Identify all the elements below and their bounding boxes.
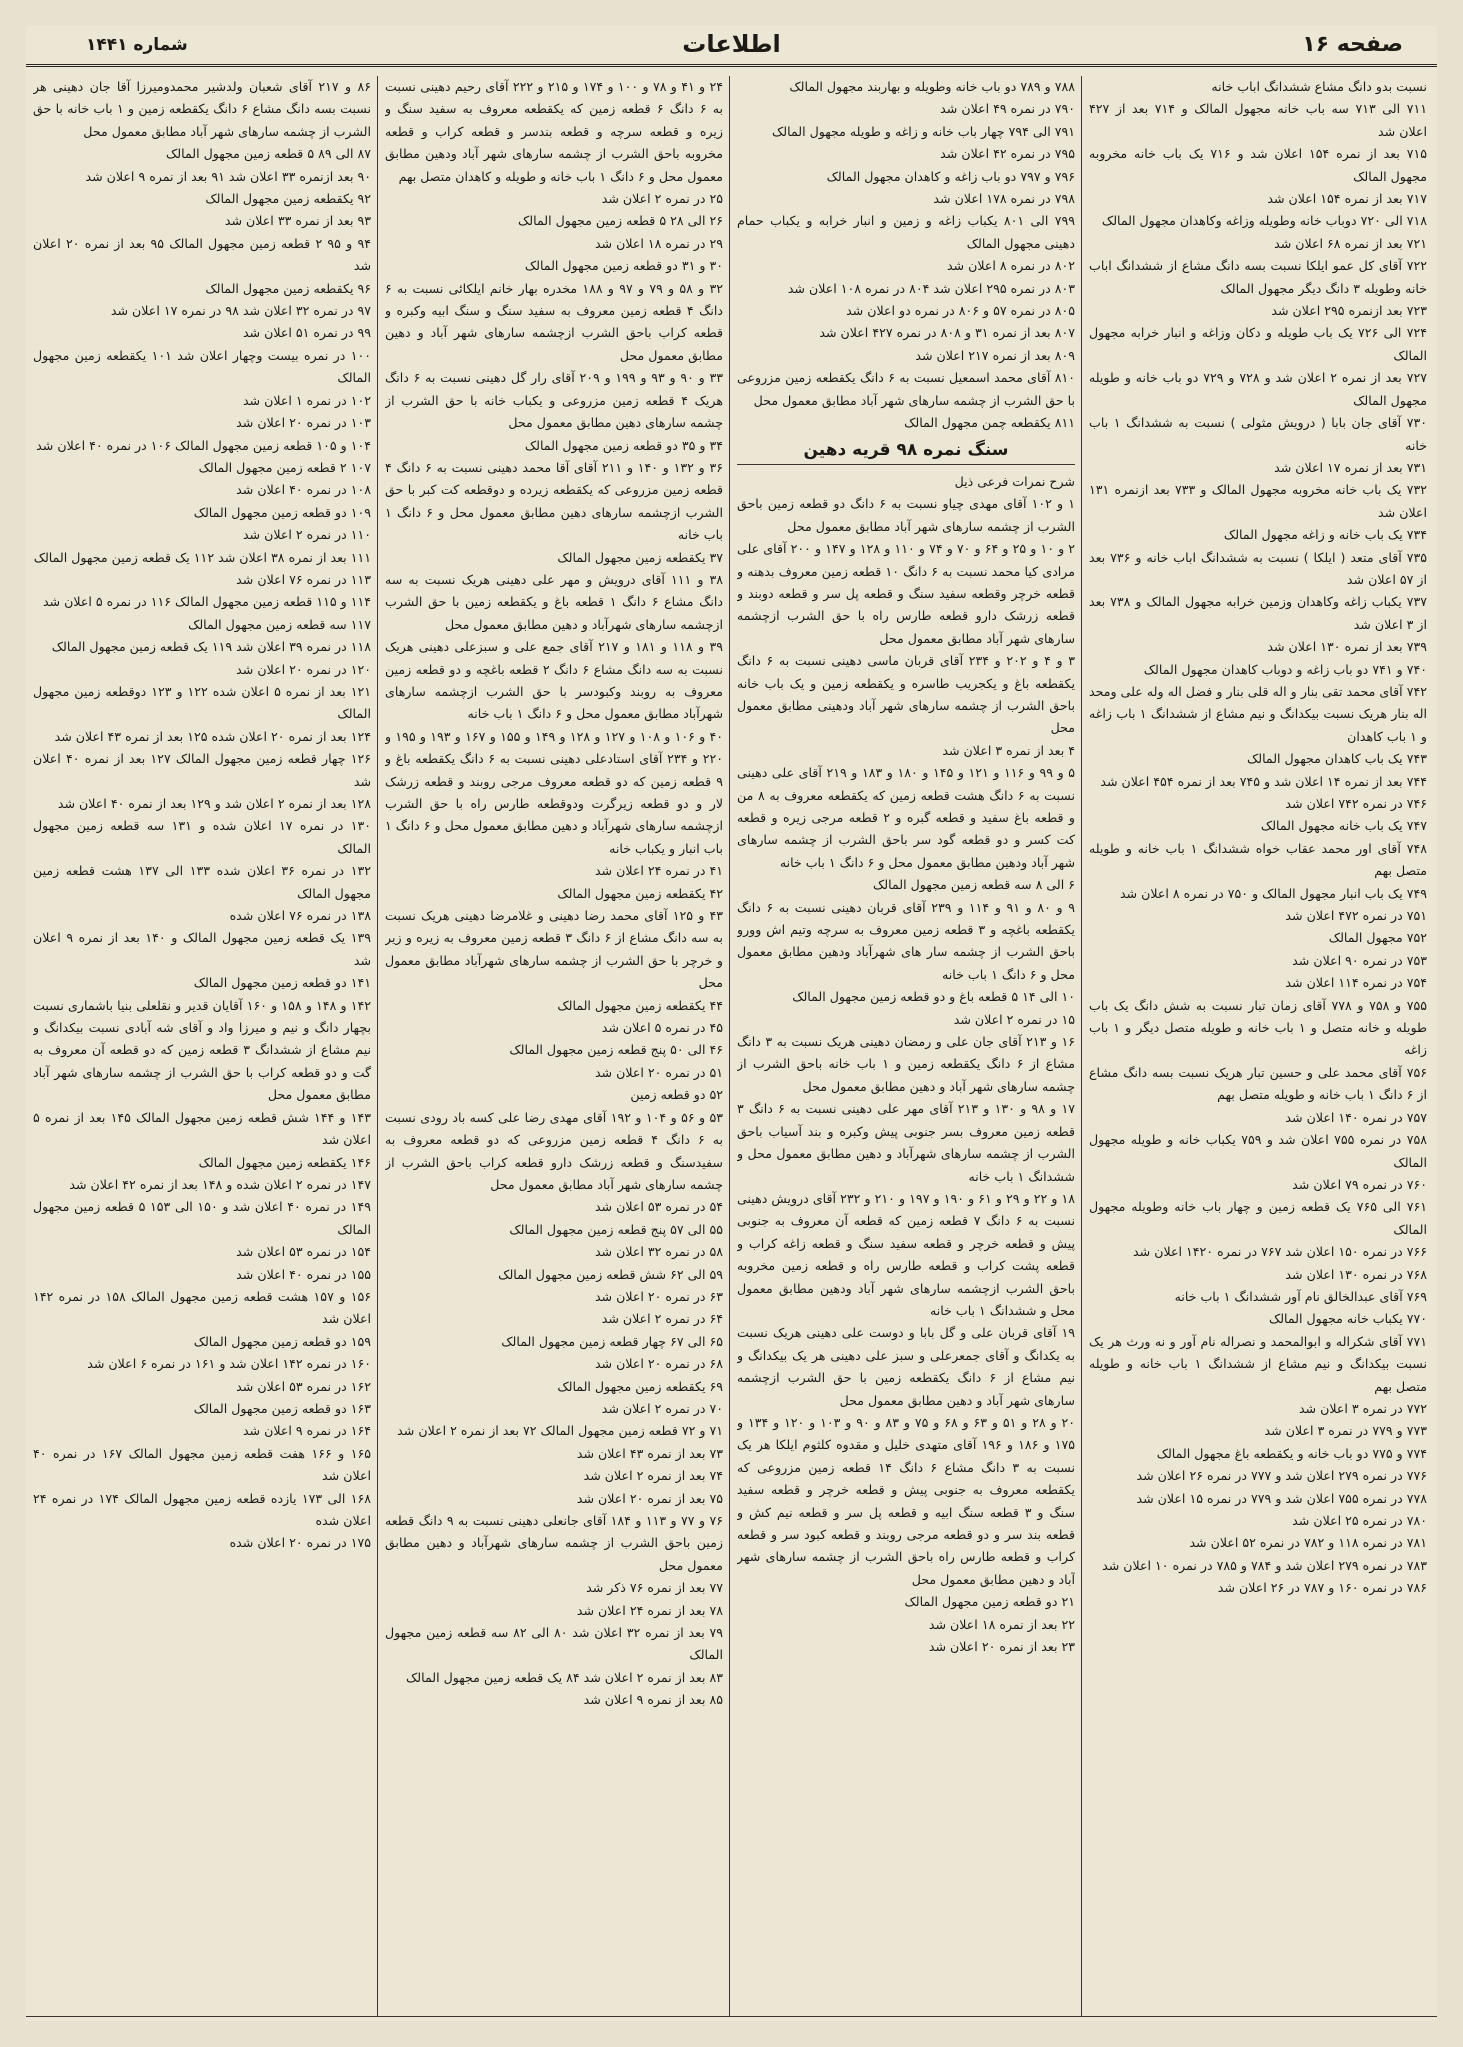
notice-entry: ۷۰ در نمره ۲ اعلان شد <box>601 1400 723 1416</box>
notice-entry: ۷۴ بعد از نمره ۲ اعلان شد <box>583 1468 723 1484</box>
notice-entry: ۵ و ۹۹ و ۱۱۶ و ۱۲۱ و ۱۴۵ و ۱۸۰ و ۱۸۳ و ۲۱۹ آقای علی دهینی نسبت به ۶ دانگ هشت قطعه زمین که یکقطعه معروف به ۸ من و قطعه باغ سفید و قطعه گبره و ۲ قطعه مرجی زیره و قطعه کت کسر و دو قطعه گود سر باحق الشرب از چشمه سارهای شهر آباد ودهین مطابق معمول محل و ۶ دانگ ۱ باب خانه <box>737 765 1075 870</box>
column-rule <box>1081 76 1082 2016</box>
notice-entry: ۹ و ۸۰ و ۹۱ و ۱۱۴ و ۲۳۹ آقای قربان دهینی نسبت به ۶ دانگ یکقطعه باغچه و ۳ قطعه زمین معروف به سرچه وتیم اش وورو باحق الشرب از چشمه سار های شهرآباد ودهین مطابق معمول محل و ۶ دانگ ۱ باب خانه <box>737 899 1075 982</box>
notice-entry: ۳ و ۴ و ۲۰۲ و ۲۳۴ آقای قربان ماسی دهینی نسبت به ۶ دانگ یکقطعه باغ و یکجریب طاسره و یکقطعه زمین و یک باب خانه باحق الشرب از چشمه سارهای شهر آباد ودهینی مطابق معمول محل <box>737 653 1075 736</box>
notice-entry: ۱۴۶ یکقطعه زمین مجهول المالک <box>198 1154 371 1170</box>
notice-entry: ۲۵ در نمره ۲ اعلان شد <box>601 191 723 207</box>
notice-entry: ۸۷ الی ۸۹ ۵ قطعه زمین مجهول المالک <box>166 146 371 162</box>
notice-entry: ۷۵۸ در نمره ۷۵۵ اعلان شد و ۷۵۹ یکباب خانه و طویله مجهول المالک <box>1089 1132 1427 1170</box>
notice-entry: ۷۲۷ بعد از نمره ۲ اعلان شد و ۷۲۸ و ۷۲۹ دو باب خانه و طویله مجهول المالک <box>1089 370 1427 408</box>
notice-entry: ۸۳ بعد از نمره ۲ اعلان شد ۸۴ یک قطعه زمین مجهول المالک <box>406 1669 723 1685</box>
notice-entry: ۵۲ دو قطعه زمین <box>630 1087 723 1103</box>
notice-entry: ۲۲ بعد از نمره ۱۸ اعلان شد <box>928 1616 1075 1632</box>
notice-entry: ۷۸۶ در نمره ۱۶۰ و ۷۸۷ در ۲۶ اعلان شد <box>1217 1580 1427 1596</box>
notice-entry: ۲ و ۱۰ و ۲۵ و ۶۴ و ۷۰ و ۷۴ و ۱۱۰ و ۱۲۸ و ۱۴۷ و ۲۰۰ آقای علی مرادی کیا محمد نسبت به ۶ دانگ ۱۰ قطعه زمین معروف بدهنه و قطعه خرچر وقطعه سفید سنگ و قطعه پل سر و قطعه دوبند و قطعه زرشک دارو قطعه طارس راه با حق الشرب ازچشمه سارهای شهر آباد مطابق معمول محل <box>737 541 1075 646</box>
notice-entry: ۷۳۰ آقای جان بابا ( درویش مثولی ) نسبت به ششدانگ ۱ باب خانه <box>1089 415 1427 453</box>
notice-entry: ۷۷۶ در نمره ۲۷۹ اعلان شد و ۷۷۷ در نمره ۲۶ اعلان شد <box>1136 1468 1427 1484</box>
notice-entry: ۱۱۷ سه قطعه زمین مجهول المالک <box>188 616 371 632</box>
notice-entry: ۱۲۴ بعد از نمره ۲۰ اعلان شده ۱۲۵ بعد از نمره ۴۳ اعلان شد <box>54 728 371 744</box>
notice-entry: ۴۴ یکقطعه زمین مجهول المالک <box>557 997 723 1013</box>
notice-entry: ۷۸۳ در نمره ۲۷۹ اعلان شد و ۷۸۴ و ۷۸۵ در نمره ۱۰ اعلان شد <box>1102 1557 1427 1573</box>
notice-entry: ۱۶۳ دو قطعه زمین مجهول المالک <box>193 1400 371 1416</box>
notice-entry: ۱۳۲ در نمره ۳۶ اعلان شده ۱۳۳ الی ۱۳۷ هشت قطعه زمین مجهول المالک <box>33 863 371 901</box>
notice-entry: ۷۹۶ و ۷۹۷ دو باب زاغه و کاهدان مجهول المالک <box>826 168 1075 184</box>
notice-entry: ۸۱۰ آقای محمد اسمعیل نسبت به ۶ دانگ یکقطعه زمین مزروعی با حق الشرب از چشمه سارهای شهر آباد مطابق معمول محل <box>737 370 1075 408</box>
notice-entry: ۷۲۳ بعد ازنمره ۲۹۵ اعلان شد <box>1271 303 1427 319</box>
notice-entry: ۷۳۲ یک باب خانه مخروبه مجهول المالک و ۷۳۳ بعد ازنمره ۱۳۱ اعلان شد <box>1089 482 1427 520</box>
notice-entry: ۷۳۱ بعد از نمره ۱۷ اعلان شد <box>1274 459 1427 475</box>
notice-entry: ۷۵۷ در نمره ۱۴۰ اعلان شد <box>1285 1109 1427 1125</box>
notice-entry: ۷۲۲ آقای کل عمو ایلکا نسبت بسه دانگ مشاع از ششدانگ اباب خانه وطویله ۳ دانگ دیگر مجهول المالک <box>1089 258 1427 296</box>
notice-entry: ۱۶۲ در نمره ۵۳ اعلان شد <box>236 1378 371 1394</box>
notice-entry: ۱۱۱ بعد از نمره ۳۸ اعلان شد ۱۱۲ یک قطعه زمین مجهول المالک <box>33 549 371 565</box>
notice-entry: ۷۸۸ و ۷۸۹ دو باب خانه وطویله و بهاربند مجهول المالک <box>789 79 1075 94</box>
notice-entry: ۷۳ بعد از نمره ۴۳ اعلان شد <box>576 1445 723 1461</box>
notice-entry: ۷۹۹ الی ۸۰۱ یکباب زاغه و زمین و انبار خرابه و یکباب حمام دهینی مجهول المالک <box>737 213 1075 251</box>
notice-entry: ۶ الی ۸ سه قطعه زمین مجهول المالک <box>873 877 1075 893</box>
notice-entry: ۱۰۴ و ۱۰۵ قطعه زمین مجهول المالک ۱۰۶ در نمره ۴۰ اعلان شد <box>36 437 371 453</box>
notice-entry: ۱۴۲ و ۱۴۸ و ۱۵۸ و ۱۶۰ آقایان قدیر و نقلعلی بنیا باشماری نسبت بچهار دانگ و نیم و میرزا واد و آقای شه آبادی نسبت بیکدانگ و نیم مشاع از ششدانگ ۳ قطعه زمین که دو قطعه آن معروف به گت و دو قطعه کراب با حق الشرب از چشمه سارهای شهر آباد مطابق معمول محل <box>33 997 371 1103</box>
notice-entry: ۷۴۷ یک باب خانه مجهول المالک <box>1260 818 1427 834</box>
notice-entry: ۷۸ بعد از نمره ۲۴ اعلان شد <box>576 1602 723 1618</box>
notice-entry: ۷۳۴ یک باب خانه و زاغه مجهول المالک <box>1223 527 1427 543</box>
column-2 <box>737 76 1075 2016</box>
columns-container <box>26 76 1437 2016</box>
section-heading: سنگ نمره ۹۸ قریه دهین <box>737 439 1075 465</box>
notice-entry: ۲۹ در نمره ۱۸ اعلان شد <box>594 235 723 251</box>
notice-entry: ۱۲۱ بعد از نمره ۵ اعلان شده ۱۲۲ و ۱۲۳ دوقطعه زمین مجهول المالک <box>33 683 371 722</box>
notice-entry: ۱۵۵ در نمره ۴۰ اعلان شد <box>236 1266 371 1282</box>
notice-entry: ۱۰۹ دو قطعه زمین مجهول المالک <box>193 504 371 520</box>
notice-entry: ۷۵۲ مجهول المالک <box>1328 930 1427 946</box>
notice-entry: ۳۶ و ۱۳۲ و ۱۴۰ و ۲۱۱ آقای آقا محمد دهینی نسبت به ۶ دانگ ۴ قطعه زمین مزروعی که یکقطعه زیرده و دوقطعه کت کبر با حق الشرب ازچشمه سارهای دهین مطابق معمول محل و ۶ دانگ ۱ باب خانه <box>385 459 723 543</box>
notice-entry: ۹۲ یکقطعه زمین مجهول المالک <box>205 191 371 207</box>
notice-entry: ۴۶ الی ۵۰ پنج قطعه زمین مجهول المالک <box>509 1042 723 1058</box>
notice-entry: ۳۸ و ۱۱۱ آقای درویش و مهر علی دهینی هریک نسبت به سه دانگ مشاع ۶ دانگ ۱ قطعه باغ و یکقطعه زمین با حق الشرب ازچشمه سارهای شهرآباد و دهین مطابق معمول محل <box>385 571 723 632</box>
notice-entry: ۶۵ الی ۶۷ چهار قطعه زمین مجهول المالک <box>501 1333 723 1349</box>
notice-entry: ۱۷ و ۹۸ و ۱۳۰ و ۲۱۳ آقای مهر علی دهینی نسبت به ۶ دانگ ۳ قطعه زمین معروف بسر جنوبی پیش وکبره و بند آسیاب باحق الشرب از چشمه سارهای شهرآباد و دهین مطابق معمول محل و ششدانگ ۱ باب خانه <box>737 1101 1075 1184</box>
notice-entry: ۱۲۶ چهار قطعه زمین مجهول المالک ۱۲۷ بعد از نمره ۴۰ اعلان شد <box>33 751 371 789</box>
notice-entry: ۸۰۲ در نمره ۸ اعلان شد <box>946 258 1075 274</box>
notice-entry: ۷۵ بعد از نمره ۲۰ اعلان شد <box>576 1490 723 1506</box>
notice-entry: ۷۴۰ و ۷۴۱ دو باب زاغه و دوباب کاهدان مجهول المالک <box>1143 661 1427 677</box>
notice-entry: ۷۲۴ الی ۷۲۶ یک باب طویله و دکان وزاغه و انبار خرابه مجهول المالک <box>1089 325 1427 363</box>
notice-entry: ۱۶۰ در نمره ۱۴۲ اعلان شد و ۱۶۱ در نمره ۶ اعلان شد <box>87 1356 371 1372</box>
notice-entry: ۱۷۵ در نمره ۲۰ اعلان شده <box>229 1535 371 1551</box>
notice-entry: ۷۳۹ بعد از نمره ۱۳۰ اعلان شد <box>1267 639 1427 655</box>
notice-entry: ۱۵۶ و ۱۵۷ هشت قطعه زمین مجهول المالک ۱۵۸ در نمره ۱۴۲ اعلان شد <box>33 1288 371 1327</box>
notice-entry: ۸۵ بعد از نمره ۹ اعلان شد <box>583 1692 723 1708</box>
notice-entry: ۷۱۷ بعد از نمره ۱۵۴ اعلان شد <box>1267 191 1427 207</box>
notice-entry: ۹۷ در نمره ۳۲ اعلان شد ۹۸ در نمره ۱۷ اعلان شد <box>110 303 371 319</box>
notice-entry: ۶۳ در نمره ۲۰ اعلان شد <box>594 1288 723 1304</box>
notice-entry: ۷۳۵ آقای متعد ( ایلکا ) نسبت به ششدانگ اباب خانه و ۷۳۶ بعد از ۵۷ اعلان شد <box>1089 549 1427 587</box>
notice-entry: ۱۰۸ در نمره ۴۰ اعلان شد <box>236 482 371 498</box>
column-1 <box>1089 76 1427 2016</box>
notice-entry: ۱۶ و ۲۱۳ آقای جان علی و رمضان دهینی هریک نسبت به ۳ دانگ مشاع از ۶ دانگ یکقطعه زمین و ۱ باب خانه باحق الشرب از چشمه سارهای شهر آباد و دهین مطابق معمول محل <box>737 1034 1075 1094</box>
notice-entry: ۳۲ و ۵۸ و ۷۹ و ۹۷ و ۱۸۸ مخدره بهار خانم ایلکائی نسبت به ۶ دانگ ۴ قطعه زمین معروف به سفید سنگ و سنگ ابیه وکبره و قطعه کراب باحق الشرب ازچشمه سارهای شهر آباد و دهین مطابق معمول محل <box>385 280 723 363</box>
notice-entry: ۷۱۱ الی ۷۱۳ سه باب خانه مجهول المالک و ۷۱۴ بعد از ۴۲۷ اعلان شد <box>1089 101 1427 139</box>
notice-entry: ۷۲۱ بعد از نمره ۶۸ اعلان شد <box>1274 235 1427 251</box>
notice-entry: ۸۰۹ بعد از نمره ۲۱۷ اعلان شد <box>915 347 1075 363</box>
notice-entry: شرح نمرات فرعی ذیل <box>954 473 1075 489</box>
notice-entry: ۷۸۱ در نمره ۱۱۸ و ۷۸۲ در نمره ۵۲ اعلان شد <box>1189 1535 1427 1551</box>
newspaper-title: اطلاعات <box>682 30 781 58</box>
notice-entry: ۴۱ در نمره ۲۴ اعلان شد <box>594 863 723 879</box>
notice-entry: ۱۶۸ الی ۱۷۳ یازده قطعه زمین مجهول المالک ۱۷۴ در نمره ۲۴ اعلان شده <box>33 1490 371 1528</box>
notice-entry: ۷۵۴ در نمره ۱۱۴ اعلان شد <box>1285 975 1427 991</box>
notice-entry: ۲۶ الی ۲۸ ۵ قطعه زمین مجهول المالک <box>518 213 723 229</box>
notice-entry: ۸۰۵ در نمره ۵۷ و ۸۰۶ در نمره دو اعلان شد <box>846 303 1075 319</box>
notice-entry: ۷۶ و ۷۷ و ۱۱۳ و ۱۸۴ آقای جانعلی دهینی نسبت به ۹ دانگ قطعه زمین باحق الشرب از چشمه سارهای شهرآباد و دهین مطابق معمول محل <box>385 1513 723 1573</box>
notice-entry: ۱۴۷ در نمره ۲ اعلان شده و ۱۴۸ بعد از نمره ۴۲ اعلان شد <box>69 1176 371 1192</box>
notice-entry: ۷۵۱ در نمره ۴۷۲ اعلان شد <box>1285 908 1427 924</box>
notice-entry: ۱۵۴ در نمره ۵۳ اعلان شد <box>236 1244 371 1260</box>
notice-entry: ۹۴ و ۹۵ ۲ قطعه زمین مجهول المالک ۹۵ بعد از نمره ۲۰ اعلان شد <box>33 235 371 274</box>
column-3 <box>385 76 723 2016</box>
notice-entry: ۷۹۵ در نمره ۴۲ اعلان شد <box>940 146 1075 162</box>
notice-entry: ۷۳۷ یکباب زاغه وکاهدان وزمین خرابه مجهول المالک و ۷۳۸ بعد از ۳ اعلان شد <box>1089 594 1427 632</box>
notice-entry: ۷۶۱ الی ۷۶۵ یک قطعه زمین و چهار باب خانه وطویله مجهول المالک <box>1089 1199 1427 1237</box>
notice-entry: ۱۰۷ ۲ قطعه زمین مجهول المالک <box>198 459 371 475</box>
issue-number: شماره ۱۴۴۱ <box>86 35 188 55</box>
notice-entry: ۳۷ یکقطعه زمین مجهول المالک <box>557 549 723 565</box>
notice-entry: ۸۰۷ بعد از نمره ۳۱ و ۸۰۸ در نمره ۴۲۷ اعلان شد <box>819 325 1075 341</box>
notice-entry: ۷۱۵ بعد از نمره ۱۵۴ اعلان شد و ۷۱۶ یک باب خانه مخروبه مجهول المالک <box>1089 146 1427 184</box>
notice-entry: ۱۲۰ در نمره ۲۰ اعلان شد <box>236 661 371 677</box>
notice-entry: ۷۷ بعد از نمره ۷۶ ذکر شد <box>586 1580 723 1596</box>
notice-entry: ۳۹ و ۱۱۸ و ۱۸۱ و ۲۱۷ آقای جمع علی و سبزعلی دهینی هریک نسبت به سه دانگ مشاع ۶ دانگ ۲ قطعه باغچه و دو قطعه زمین معروف به روبند وکبودسر با حق الشرب ازچشمه سارهای شهرآباد مطابق معمول محل و ۶ دانگ ۱ باب خانه <box>385 639 723 722</box>
notice-entry: ۷۹ بعد از نمره ۳۲ اعلان شد ۸۰ الی ۸۲ سه قطعه زمین مجهول المالک <box>385 1625 723 1663</box>
notice-entry: ۷۴۴ بعد از نمره ۱۴ اعلان شد و ۷۴۵ بعد از نمره ۴۵۴ اعلان شد <box>1100 773 1427 789</box>
notice-entry: ۲۱ دو قطعه زمین مجهول المالک <box>904 1594 1075 1610</box>
notice-entry: ۱۳۹ یک قطعه زمین مجهول المالک و ۱۴۰ بعد از نمره ۹ اعلان شد <box>33 930 371 968</box>
notice-entry: ۱۰۰ در نمره بیست وچهار اعلان شد ۱۰۱ یکقطعه زمین مجهول المالک <box>33 347 371 386</box>
notice-entry: ۱۳۰ در نمره ۱۷ اعلان شده و ۱۳۱ سه قطعه زمین مجهول المالک <box>33 818 371 856</box>
notice-entry: ۷۵۵ و ۷۵۸ و ۷۷۸ آقای زمان تبار نسبت به شش دانگ یک باب طویله و خانه متصل و ۱ باب خانه و طویله متصل دیگر و ۱ باب زاغه <box>1089 997 1427 1058</box>
column-rule <box>729 76 730 2016</box>
notice-entry: ۹۰ بعد ازنمره ۳۳ اعلان شد ۹۱ بعد از نمره ۹ اعلان شد <box>85 168 371 184</box>
notice-entry: ۱۰۲ در نمره ۱ اعلان شد <box>242 392 371 408</box>
notice-entry: ۷۹۰ در نمره ۴۹ اعلان شد <box>940 101 1075 117</box>
notice-entry: ۱۱۳ در نمره ۷۶ اعلان شد <box>236 571 371 587</box>
column-rule <box>377 76 378 2016</box>
notice-entry: ۵۱ در نمره ۲۰ اعلان شد <box>594 1064 723 1080</box>
notice-entry: ۱ و ۱۰۲ آقای مهدی چیاو نسبت به ۶ دانگ دو قطعه زمین باحق الشرب از چشمه سارهای شهر آباد مطابق معمول محل <box>737 496 1075 534</box>
notice-entry: ۸۰۳ در نمره ۲۹۵ اعلان شد ۸۰۴ در نمره ۱۰۸ اعلان شد <box>787 280 1075 296</box>
notice-entry: ۷۷۴ و ۷۷۵ دو باب خانه و یکقطعه باغ مجهول المالک <box>1156 1445 1427 1461</box>
notice-entry: ۷۷۸ در نمره ۷۵۵ اعلان شد و ۷۷۹ در نمره ۱۵ اعلان شد <box>1136 1490 1427 1506</box>
page-number: صفحه ۱۶ <box>1302 32 1403 57</box>
notice-entry: ۴۳ و ۱۲۵ آقای محمد رضا دهینی و غلامرضا دهینی هریک نسبت به سه دانگ مشاع از ۶ دانگ ۳ قطعه زمین معروف به زیره و زیر و خرچر با حق الشرب از چشمه سارهای شهرآباد مطابق معمول محل <box>385 908 723 991</box>
notice-entry: ۷۴۳ یک باب کاهدان مجهول المالک <box>1246 751 1427 767</box>
notice-entry: ۴۰ و ۱۰۶ و ۱۰۸ و ۱۲۷ و ۱۲۸ و ۱۴۹ و ۱۵۵ و ۱۶۷ و ۱۹۳ و ۱۹۵ و ۲۲۰ و ۲۳۴ آقای استادعلی دهینی نسبت به ۶ دانگ یکقطعه باغ و ۹ قطعه زمین که دو قطعه معروف مرجی روبند و قطعه زرشک لار و دو قطعه زیرگرت ودوقطعه طارس راه با حق الشرب ازچشمه سارهای شهرآباد و دهین مطابق معمول محل و ۶ دانگ ۱ باب انبار و یکباب خانه <box>385 728 723 856</box>
notice-entry: ۷۸۰ در نمره ۲۵ اعلان شد <box>1292 1513 1427 1528</box>
notice-entry: ۲۰ و ۲۸ و ۵۱ و ۶۳ و ۶۸ و ۷۵ و ۸۳ و ۹۰ و ۱۰۳ و ۱۲۰ و ۱۳۴ و ۱۷۵ و ۱۸۶ و ۱۹۶ آقای متهدی خلیل و مقدوه کلثوم ایلکا هر یک نسبت به ۳ دانگ مشاع ۶ دانگ ۱۴ قطعه زمین مزروعی که یکقطعه معروف به جنوبی پیش و قطعه خرچر و قطعه سفید سنگ و ۳ قطعه سنگ ابیه و قطعه پل سر و قطعه نیم کش و قطعه بند سر و دو قطعه مرجی روبند و قطعه کبود سر و قطعه کراب و قطعه طارس راه باحق الشرب از چشمه سارهای شهر آباد و دهین مطابق معمول محل <box>737 1414 1075 1587</box>
notice-entry: ۳۳ و ۹۰ و ۹۳ و ۱۹۹ و ۲۰۹ آقای رار گل دهینی نسبت به ۶ دانگ هریک ۴ قطعه زمین مزروعی و یکباب خانه با حق الشرب از چشمه سارهای دهین مطابق معمول محل <box>385 370 723 431</box>
notice-entry: ۷۶۸ در نمره ۱۳۰ اعلان شد <box>1285 1266 1427 1282</box>
newspaper-page <box>26 26 1437 2021</box>
notice-entry: ۳۰ و ۳۱ دو قطعه زمین مجهول المالک <box>524 258 723 274</box>
notice-entry: ۱۲۸ بعد از نمره ۲ اعلان شد و ۱۲۹ بعد از نمره ۴۰ اعلان شد <box>57 796 371 811</box>
notice-entry: ۷۵۳ در نمره ۹۰ اعلان شد <box>1292 952 1427 968</box>
notice-entry: ۷۷۰ یکباب خانه مجهول المالک <box>1268 1311 1427 1327</box>
notice-entry: ۹۶ یکقطعه زمین مجهول المالک <box>205 280 371 296</box>
notice-entry: ۱۵ در نمره ۲ اعلان شد <box>953 1011 1075 1027</box>
notice-entry: ۱۶۴ در نمره ۹ اعلان شد <box>242 1423 371 1439</box>
notice-entry: ۷۹۸ در نمره ۱۷۸ اعلان شد <box>933 191 1075 207</box>
notice-entry: ۷۶۰ در نمره ۷۹ اعلان شد <box>1292 1176 1427 1192</box>
notice-entry: ۵۴ در نمره ۵۳ اعلان شد <box>594 1199 723 1215</box>
notice-entry: ۷۱ و ۷۲ قطعه زمین مجهول المالک ۷۲ بعد از نمره ۲ اعلان شد <box>397 1423 723 1439</box>
notice-entry: ۶۹ یکقطعه زمین مجهول المالک <box>557 1378 723 1394</box>
notice-entry: ۵۳ و ۵۶ و ۱۰۴ و ۱۹۲ آقای مهدی رضا علی کسه باد رودی نسبت به ۶ دانگ ۴ قطعه زمین مزروعی که دو قطعه معروف به سفیدسنگ و قطعه زرشک دارو قطعه کراب باحق الشرب از چشمه سارهای شهر آباد مطابق معمول محل <box>385 1109 723 1192</box>
notice-entry: ۱۱۰ در نمره ۲ اعلان شد <box>242 527 371 543</box>
notice-entry: ۳۴ و ۳۵ دو قطعه زمین مجهول المالک <box>524 437 723 453</box>
notice-entry: ۴۵ در نمره ۵ اعلان شد <box>601 1020 723 1036</box>
notice-entry: ۲۳ بعد از نمره ۲۰ اعلان شد <box>928 1639 1075 1655</box>
notice-entry: ۷۵۶ آقای محمد علی و حسین تبار هریک نسبت بسه دانگ مشاع از ۶ دانگ ۱ باب خانه و طویله متصل بهم <box>1089 1064 1427 1103</box>
notice-entry: ۷۶۶ در نمره ۱۵۰ اعلان شد ۷۶۷ در نمره ۱۴۲۰ اعلان شد <box>1133 1244 1427 1260</box>
notice-entry: ۶۴ در نمره ۲ اعلان شد <box>601 1311 723 1327</box>
notice-entry: ۵۸ در نمره ۳۲ اعلان شد <box>594 1244 723 1260</box>
column-4 <box>33 76 371 2016</box>
notice-entry: ۹۳ بعد از نمره ۳۳ اعلان شد <box>224 213 371 229</box>
notice-entry: نسبت بدو دانگ مشاع ششدانگ اباب خانه <box>1211 79 1427 94</box>
masthead <box>26 26 1437 67</box>
notice-entry: ۱۴۹ در نمره ۴۰ اعلان شد و ۱۵۰ الی ۱۵۳ ۵ قطعه زمین مجهول المالک <box>33 1199 371 1237</box>
notice-entry: ۱۶۵ و ۱۶۶ هفت قطعه زمین مجهول المالک ۱۶۷ در نمره ۴۰ اعلان شد <box>33 1445 371 1484</box>
notice-entry: ۱۹ آقای قربان علی و گل بابا و دوست علی دهینی هریک نسبت به یکدانگ و آقای جمعرعلی و سبز علی دهینی هر یک بیکدانگ و نیم مشاع از ۶ دانگ یکقطعه زمین با حق الشرب ازچشمه سارهای شهر آباد و دهین مطابق معمول محل <box>737 1325 1075 1408</box>
notice-entry: ۷۴۸ آقای اور محمد عقاب خواه ششدانگ ۱ باب خانه و طویله متصل بهم <box>1089 840 1427 879</box>
notice-entry: ۷۴۲ آقای محمد تقی بنار و اله قلی بنار و فضل اله وله علی ومحد اله بنار هریک نسبت بیکدانگ و نیم مشاع از ششدانگ ۱ باب زاغه و ۱ باب کاهدان <box>1089 683 1427 744</box>
notice-entry: ۱۳۸ در نمره ۷۶ اعلان شده <box>229 908 371 924</box>
page-footer-rule <box>26 2016 1437 2021</box>
notice-entry: ۴۲ یکقطعه زمین مجهول المالک <box>557 885 723 901</box>
notice-entry: ۱۵۹ دو قطعه زمین مجهول المالک <box>193 1333 371 1349</box>
notice-entry: ۷۷۱ آقای شکراله و ابوالمحمد و نصراله نام آور و نه ورث هر یک نسبت بیکدانگ و نیم مشاع از ششدانگ ۱ باب خانه و طویله متصل بهم <box>1089 1333 1427 1394</box>
notice-entry: ۱۴۳ و ۱۴۴ شش قطعه زمین مجهول المالک ۱۴۵ بعد از نمره ۵ اعلان شد <box>33 1109 371 1148</box>
notice-entry: ۷۴۹ یک باب انبار مجهول المالک و ۷۵۰ در نمره ۸ اعلان شد <box>1119 885 1427 901</box>
notice-entry: ۶۸ در نمره ۲۰ اعلان شد <box>594 1356 723 1372</box>
notice-entry: ۴ بعد از نمره ۳ اعلان شد <box>942 742 1075 758</box>
notice-entry: ۵۵ الی ۵۷ پنج قطعه زمین مجهول المالک <box>509 1221 723 1237</box>
notice-entry: ۷۶۹ آقای عبدالخالق نام آور ششدانگ ۱ باب خانه <box>1174 1288 1427 1304</box>
notice-entry: ۷۱۸ الی ۷۲۰ دوباب خانه وطویله وزاغه وکاهدان مجهول المالک <box>1101 213 1427 229</box>
notice-entry: ۷۴۶ در نمره ۷۴۲ اعلان شد <box>1285 796 1427 811</box>
notice-entry: ۷۷۲ در نمره ۳ اعلان شد <box>1298 1400 1427 1416</box>
notice-entry: ۲۴ و ۴۱ و ۷۸ و ۱۰۰ و ۱۷۴ و ۲۱۵ و ۲۲۲ آقای رحیم دهینی نسبت به ۶ دانگ ۶ قطعه زمین که یکقطعه معروف به سفید سنگ و زیره و قطعه سرچه و قطعه بندسر و قطعه کراب و قطعه مخروبه باحق الشرب از چشمه سارهای شهر آباد ودهین مطابق معمول محل و ۶ دانگ ۱ باب خانه و طویله و کاهدان متصل بهم <box>385 79 723 184</box>
notice-entry: ۸۶ و ۲۱۷ آقای شعبان ولدشیر محمدومیرزا آقا جان دهینی هر نسبت بسه دانگ مشاع ۶ دانگ یکقطعه زمین و ۱ باب خانه با حق الشرب از چشمه سارهای شهر آباد مطابق معمول محل <box>33 79 371 139</box>
notice-entry: ۹۹ در نمره ۵۱ اعلان شد <box>242 325 371 341</box>
notice-entry: ۱۰ الی ۱۴ ۵ قطعه باغ و دو قطعه زمین مجهول المالک <box>792 989 1075 1005</box>
notice-entry: ۱۸ و ۲۲ و ۲۹ و ۶۱ و ۱۹۰ و ۱۹۷ و ۲۱۰ و ۲۳۲ آقای درویش دهینی نسبت به ۶ دانگ ۷ قطعه زمین که قطعه آن معروف به جنوبی پیش و قطعه خرچر و قطعه سفید سنگ و قطعه زاغه کراب و قطعه پشت کراب و قطعه طارس راه و قطعه زمین مخروبه باحق الشرب ازچشمه سارهای شهر آباد ودهین مطابق معمول محل و ششدانگ ۱ باب خانه <box>737 1190 1075 1318</box>
notice-entry: ۱۱۸ در نمره ۳۹ اعلان شد ۱۱۹ یک قطعه زمین مجهول المالک <box>51 639 371 655</box>
notice-entry: ۱۱۴ و ۱۱۵ قطعه زمین مجهول المالک ۱۱۶ در نمره ۵ اعلان شد <box>42 594 371 610</box>
notice-entry: ۷۷۳ و ۷۷۹ در نمره ۳ اعلان شد <box>1264 1423 1427 1439</box>
notice-entry: ۷۹۱ الی ۷۹۴ چهار باب خانه و زاغه و طویله مجهول المالک <box>772 123 1075 139</box>
notice-entry: ۱۴۱ دو قطعه زمین مجهول المالک <box>193 975 371 991</box>
notice-entry: ۸۱۱ یکقطعه چمن مجهول المالک <box>904 415 1075 431</box>
notice-entry: ۱۰۳ در نمره ۲۰ اعلان شد <box>236 415 371 431</box>
notice-entry: ۵۹ الی ۶۲ شش قطعه زمین مجهول المالک <box>498 1266 723 1282</box>
